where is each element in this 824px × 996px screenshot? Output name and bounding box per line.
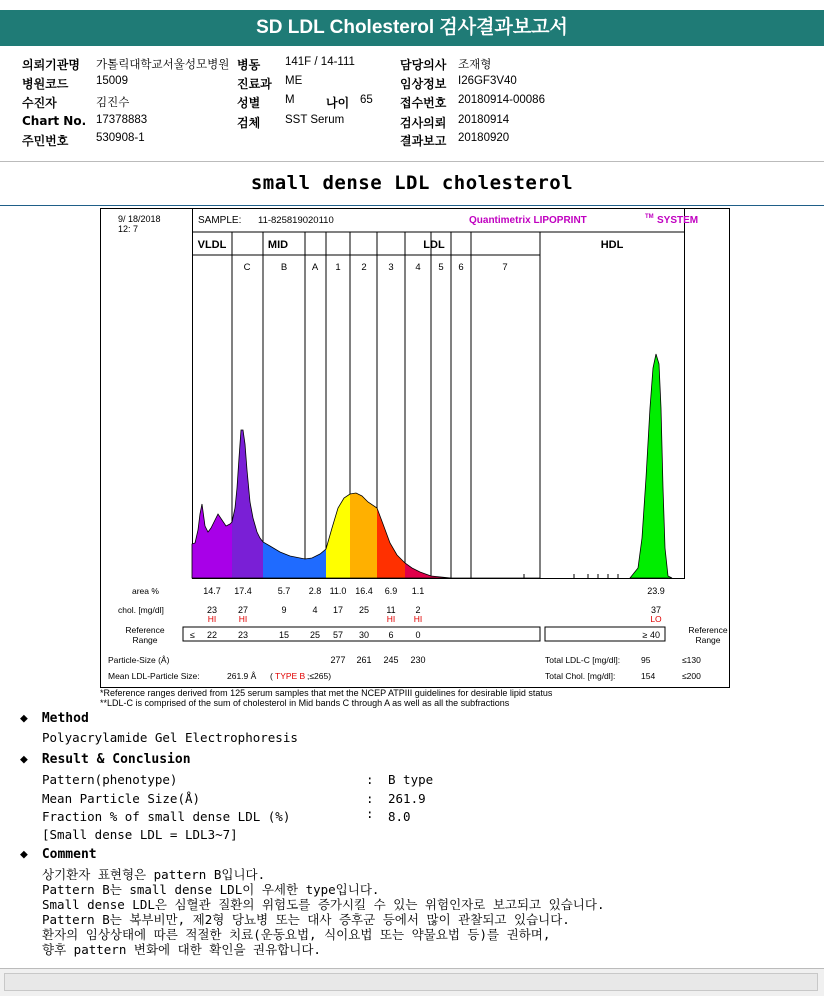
clinical-value: I26GF3V40 xyxy=(458,75,517,87)
area-value: 5.7 xyxy=(277,586,291,596)
receipt-label: 접수번호 xyxy=(400,96,447,110)
total-ldl-value: 95 xyxy=(641,655,651,665)
ward-label: 병동 xyxy=(237,58,261,72)
group-label-mid: MID xyxy=(267,239,289,251)
band-label: 7 xyxy=(502,262,508,273)
total-chol-value: 154 xyxy=(641,671,656,681)
comment-line: Pattern B는 복부비만, 제2형 당뇨병 또는 대사 증후군 등에서 많이 관찰되고 있습니다. xyxy=(42,912,570,927)
pattern-label: Pattern(phenotype) xyxy=(42,772,178,787)
sex-value: M xyxy=(285,94,295,106)
ps-value: 261 xyxy=(356,655,372,665)
hospital-value: 가톨릭대학교서울성모병원 xyxy=(96,59,230,71)
pattern-value: B type xyxy=(388,772,434,787)
total-ldl-label: Total LDL-C [mg/dl]: xyxy=(545,655,621,665)
chol-value: 17 xyxy=(332,605,344,615)
mean-typeb: TYPE B xyxy=(275,671,306,681)
request-label: 검사의뢰 xyxy=(400,116,447,130)
footnote-1: *Reference ranges derived from 125 serum samples that met the NCEP ATPIII guidelines for desirable lipid status xyxy=(100,688,553,698)
group-label-vldl: VLDL xyxy=(197,239,227,251)
area-value: 17.4 xyxy=(234,586,252,596)
divider xyxy=(0,205,824,206)
pattern-colon: : xyxy=(366,772,374,787)
comment-line: 환자의 임상상태에 따른 적절한 치료(운동요법, 식이요법 또는 약물요법 등)를 권하며, xyxy=(42,927,551,942)
dept-label: 진료과 xyxy=(237,77,272,91)
comment-line: Pattern B는 small dense LDL이 우세한 type입니다. xyxy=(42,882,380,897)
mean-label: Mean LDL-Particle Size: xyxy=(108,671,200,681)
date-text: 9/ 18/2018 xyxy=(118,214,161,224)
total-ldl-limit: ≤130 xyxy=(682,655,701,665)
dept-value: ME xyxy=(285,75,303,87)
flag-value: HI xyxy=(207,614,217,624)
chart-value: 17378883 xyxy=(96,114,148,126)
chol-value: 11 xyxy=(386,605,396,615)
request-value: 20180914 xyxy=(458,114,510,126)
frac-label: Fraction % of small dense LDL (%) xyxy=(42,809,291,824)
resultrep-value: 20180920 xyxy=(458,132,510,144)
flag-value: HI xyxy=(238,614,248,624)
ps-label: Particle-Size (Å) xyxy=(108,655,170,665)
diamond-icon: ◆ xyxy=(20,711,28,726)
flag-value: HI xyxy=(413,614,423,624)
resultrep-label: 결과보고 xyxy=(400,134,447,148)
ref-row-label-right: Reference xyxy=(688,625,728,635)
chol-value: 27 xyxy=(237,605,249,615)
band-label: 5 xyxy=(438,262,444,273)
receipt-value: 20180914-00086 xyxy=(458,94,545,106)
band-label: 4 xyxy=(415,262,421,273)
frac-colon: : xyxy=(366,806,374,821)
clinical-label: 임상정보 xyxy=(400,77,447,91)
area-row-label: area % xyxy=(132,586,159,596)
hdl-flag-value: LO xyxy=(650,614,662,624)
group-label-ldl: LDL xyxy=(423,239,445,251)
chol-row-label: chol. [mg/dl] xyxy=(118,605,164,615)
comment-line: Small dense LDL은 심혈관 질환의 위험도를 증가시킬 수 있는 위험인자로 보고되고 있습니다. xyxy=(42,897,605,912)
band-label: B xyxy=(280,262,288,273)
band-label: 3 xyxy=(388,262,394,273)
ward-value: 141F / 14-111 xyxy=(285,56,355,68)
specimen-label: 검체 xyxy=(237,116,261,130)
diamond-icon: ◆ xyxy=(20,847,28,862)
sex-label: 성별 xyxy=(237,96,261,110)
chart-title: small dense LDL cholesterol xyxy=(250,172,574,194)
ref-value: 15 xyxy=(278,630,290,640)
mps-value: 261.9 xyxy=(388,791,426,806)
ref-value: 25 xyxy=(309,630,321,640)
ref-prefix: ≤ xyxy=(190,630,195,640)
brand-system: SYSTEM xyxy=(657,215,699,226)
total-chol-limit: ≤200 xyxy=(682,671,701,681)
chol-value: 23 xyxy=(206,605,218,615)
doctor-label: 담당의사 xyxy=(400,58,447,72)
ref-row-label: Range xyxy=(132,635,158,645)
ref-value: 30 xyxy=(358,630,370,640)
diamond-icon: ◆ xyxy=(20,752,28,767)
hdl-area-value: 23.9 xyxy=(647,586,665,596)
comment-line: 상기환자 표현형은 pattern B입니다. xyxy=(42,867,266,882)
area-value: 14.7 xyxy=(203,586,221,596)
area-value: 2.8 xyxy=(308,586,322,596)
method-text: Polyacrylamide Gel Electrophoresis xyxy=(42,730,298,745)
specimen-value: SST Serum xyxy=(285,114,345,126)
method-heading-text: Method xyxy=(41,711,89,726)
total-chol-label: Total Chol. [mg/dl]: xyxy=(545,671,616,681)
group-label-hdl: HDL xyxy=(600,239,624,251)
method-heading xyxy=(20,711,89,726)
ref-row-label-right: Range xyxy=(695,635,721,645)
chart-label: Chart No. xyxy=(22,114,87,128)
lipoprint-chart xyxy=(100,208,730,688)
mean-paren: ( xyxy=(270,671,273,681)
mean-value: 261.9 Å xyxy=(227,671,257,681)
area-value: 11.0 xyxy=(329,586,347,596)
ref-value: 57 xyxy=(332,630,344,640)
ref-value: 23 xyxy=(237,630,249,640)
band-label: A xyxy=(311,262,319,273)
age-label: 나이 xyxy=(326,96,350,110)
time-text: 12: 7 xyxy=(118,224,139,234)
band-label: 2 xyxy=(361,262,367,273)
footnote-2: **LDL-C is comprised of the sum of cholesterol in Mid bands C through A as well as all the subfractions xyxy=(100,698,510,708)
area-value: 16.4 xyxy=(355,586,373,596)
bottom-bar xyxy=(0,968,824,996)
age-value: 65 xyxy=(360,94,373,106)
result-heading xyxy=(20,752,191,767)
hospcode-label: 병원코드 xyxy=(22,77,69,91)
doctor-value: 조재형 xyxy=(458,59,492,71)
comment-heading xyxy=(20,847,97,862)
hospital-label: 의뢰기관명 xyxy=(22,58,80,72)
frac-value: 8.0 xyxy=(388,809,411,824)
hospcode-value: 15009 xyxy=(96,75,128,87)
ref-row-label: Reference xyxy=(125,625,165,635)
result-heading-text: Result & Conclusion xyxy=(41,752,191,767)
flag-value: HI xyxy=(386,614,396,624)
ref-value: 0 xyxy=(415,630,421,640)
sample-id: 11-825819020110 xyxy=(258,215,334,226)
ssn-value: 530908-1 xyxy=(96,132,145,144)
sdldl-note: [Small dense LDL = LDL3~7] xyxy=(42,827,238,842)
mean-limit: ;≤265) xyxy=(307,671,332,681)
brand-tm: TM xyxy=(645,214,654,220)
patient-label: 수진자 xyxy=(22,96,57,110)
mps-label: Mean Particle Size(Å) xyxy=(42,791,201,806)
horizontal-scrollbar[interactable] xyxy=(4,973,818,991)
ps-value: 277 xyxy=(330,655,346,665)
sample-label: SAMPLE: xyxy=(198,215,242,226)
area-value: 6.9 xyxy=(384,586,398,596)
band-label: 1 xyxy=(335,262,341,273)
ref-value: 6 xyxy=(388,630,394,640)
chol-value: 4 xyxy=(312,605,318,615)
band-label: C xyxy=(243,262,251,273)
comment-line: 향후 pattern 변화에 대한 확인을 권유합니다. xyxy=(42,942,321,957)
ref-value: 22 xyxy=(206,630,218,640)
ps-value: 245 xyxy=(383,655,399,665)
chol-value: 2 xyxy=(415,605,421,615)
brand-text: Quantimetrix LIPOPRINT xyxy=(469,215,587,226)
divider xyxy=(0,161,824,162)
hdl-ref-value: ≥ 40 xyxy=(642,630,660,640)
area-value: 1.1 xyxy=(411,586,425,596)
chol-value: 9 xyxy=(281,605,287,615)
band-label: 6 xyxy=(458,262,464,273)
mps-colon: : xyxy=(366,791,374,806)
chol-value: 25 xyxy=(358,605,370,615)
lipoprint-svg xyxy=(100,208,730,688)
ssn-label: 주민번호 xyxy=(22,134,69,148)
comment-heading-text: Comment xyxy=(41,847,97,862)
report-title: SD LDL Cholesterol 검사결과보고서 xyxy=(0,10,824,46)
patient-value: 김진수 xyxy=(96,97,130,109)
ps-value: 230 xyxy=(410,655,426,665)
hdl-chol-value: 37 xyxy=(650,605,662,615)
